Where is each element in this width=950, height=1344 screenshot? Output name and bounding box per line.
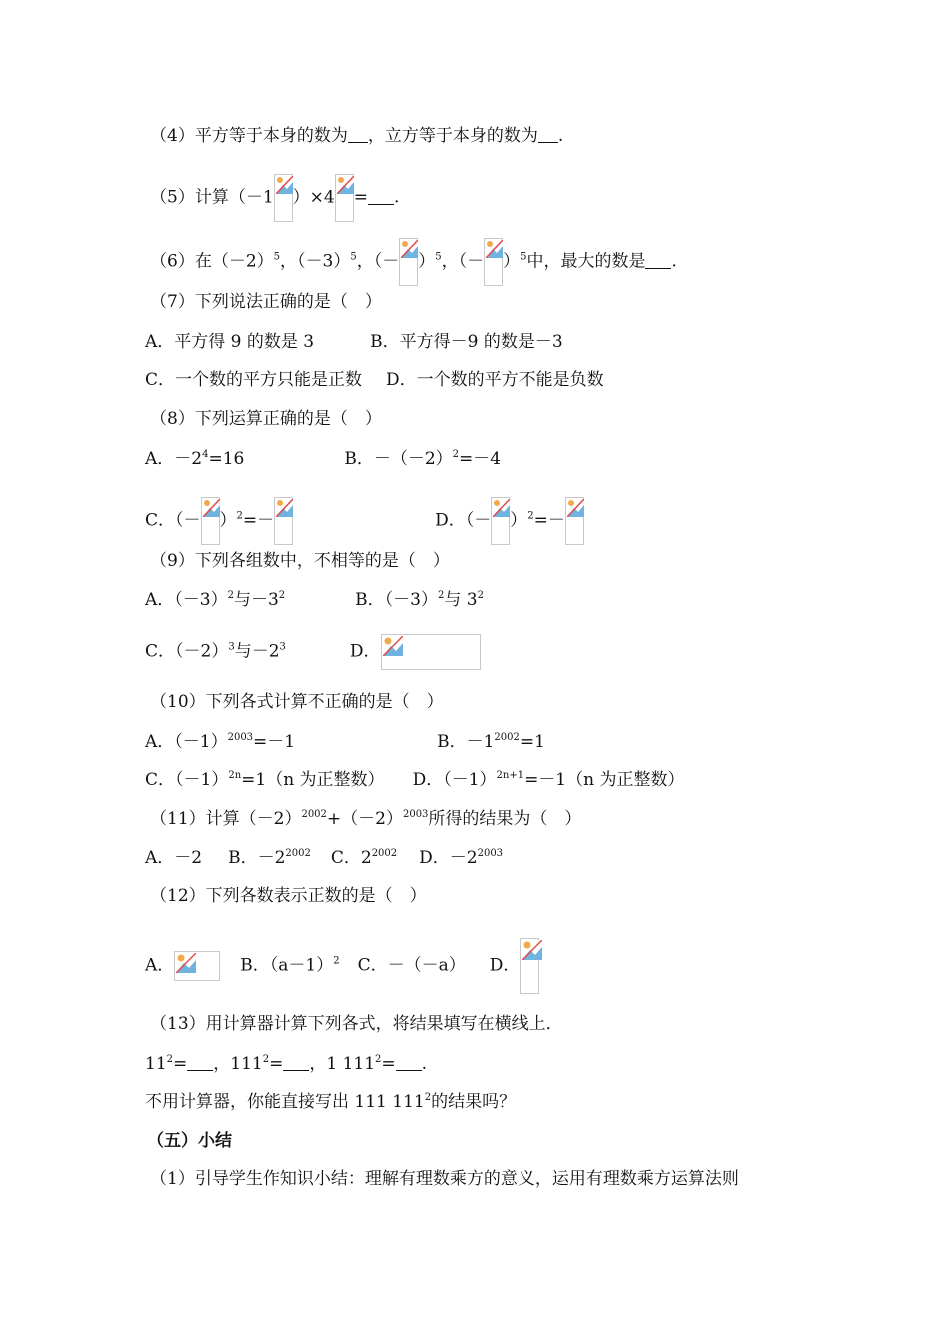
question-11-options: A．－2 B．$-2^{2002}$ C．$2^{2002}$ D．$-2^{2003}$ [145, 848, 504, 868]
question-12-options: A． B．$(a-1)^2$ C．－（－a） D． [145, 938, 539, 994]
fraction-image-icon [399, 238, 418, 286]
answer-blank [368, 188, 394, 205]
fraction-image-icon [335, 174, 354, 222]
question-8: （8）下列运算正确的是（ ） [150, 409, 382, 429]
answer-blank [396, 1054, 422, 1071]
question-8-options-ab: A．$-2^4=16$ B．$-(-2)^2=-4$ [145, 449, 502, 469]
fraction-image-icon [201, 497, 220, 545]
question-12: （12）下列各数表示正数的是（ ） [150, 886, 427, 906]
answer-blank [645, 252, 671, 269]
question-13-extra: 不用计算器，你能直接写出 111 $111^2$的结果吗？ [145, 1092, 517, 1112]
question-9-options-cd: C．$(-2)^3$与$-2^3$ D． [145, 634, 481, 670]
question-9-options-ab: A．$(-3)^2$与$-3^2$ B．$(-3)^2$与 $3^2$ [145, 590, 484, 610]
section-heading-summary: （五）小结 [147, 1131, 232, 1151]
question-7-options-cd: C．一个数的平方只能是正数 D．一个数的平方不能是负数 [145, 370, 604, 390]
answer-blank [348, 126, 368, 143]
question-4: （4）平方等于本身的数为 ，立方等于本身的数为 . [150, 126, 564, 146]
question-10: （10）下列各式计算不正确的是（ ） [150, 692, 444, 712]
fraction-image-icon [274, 497, 293, 545]
answer-blank [538, 126, 558, 143]
summary-paragraph: （1）引导学生作知识小结：理解有理数乘方的意义，运用有理数乘方运算法则 [150, 1169, 739, 1189]
question-5: （5）计算（－1 ）×4 = . [150, 174, 399, 222]
fraction-image-icon [491, 497, 510, 545]
fraction-image-icon [274, 174, 293, 222]
answer-blank [187, 1054, 213, 1071]
fraction-image-icon [484, 238, 503, 286]
question-6: （6）在$(-2)^5$，$(-3)^5$，（－ ）$^5$，（－ ）$^5$中，最大的数是 . [150, 238, 677, 286]
question-10-options-cd: C．$(-1)^{2n}=1(n$ 为正整数） D．$(-1)^{2n+1}=-1(n$ 为正整数） [145, 770, 685, 790]
question-13: （13）用计算器计算下列各式，将结果填写在横线上． [150, 1014, 563, 1034]
question-10-options-ab: A．$(-1)^{2003}=-1$ B．$-1^{2002}=1$ [145, 732, 545, 752]
expression-image-icon [174, 951, 220, 981]
fraction-image-icon [520, 938, 539, 994]
question-7: （7）下列说法正确的是（ ） [150, 292, 382, 312]
question-13-blanks: $11^2=$ ，$111^2=$ ，1 $111^2=$ . [145, 1054, 428, 1074]
answer-blank [283, 1054, 309, 1071]
question-7-options-ab: A．平方得 9 的数是 3 B．平方得－9 的数是－3 [145, 332, 563, 352]
expression-image-icon [381, 634, 481, 670]
question-8-options-cd: C．（－ ）$^2$=－ D．（－ ）$^2$=－ [145, 497, 584, 545]
question-11: （11）计算$(-2)^{2002}+(-2)^{2003}$所得的结果为（ ） [150, 809, 582, 829]
question-9: （9）下列各组数中，不相等的是（ ） [150, 551, 450, 571]
fraction-image-icon [565, 497, 584, 545]
